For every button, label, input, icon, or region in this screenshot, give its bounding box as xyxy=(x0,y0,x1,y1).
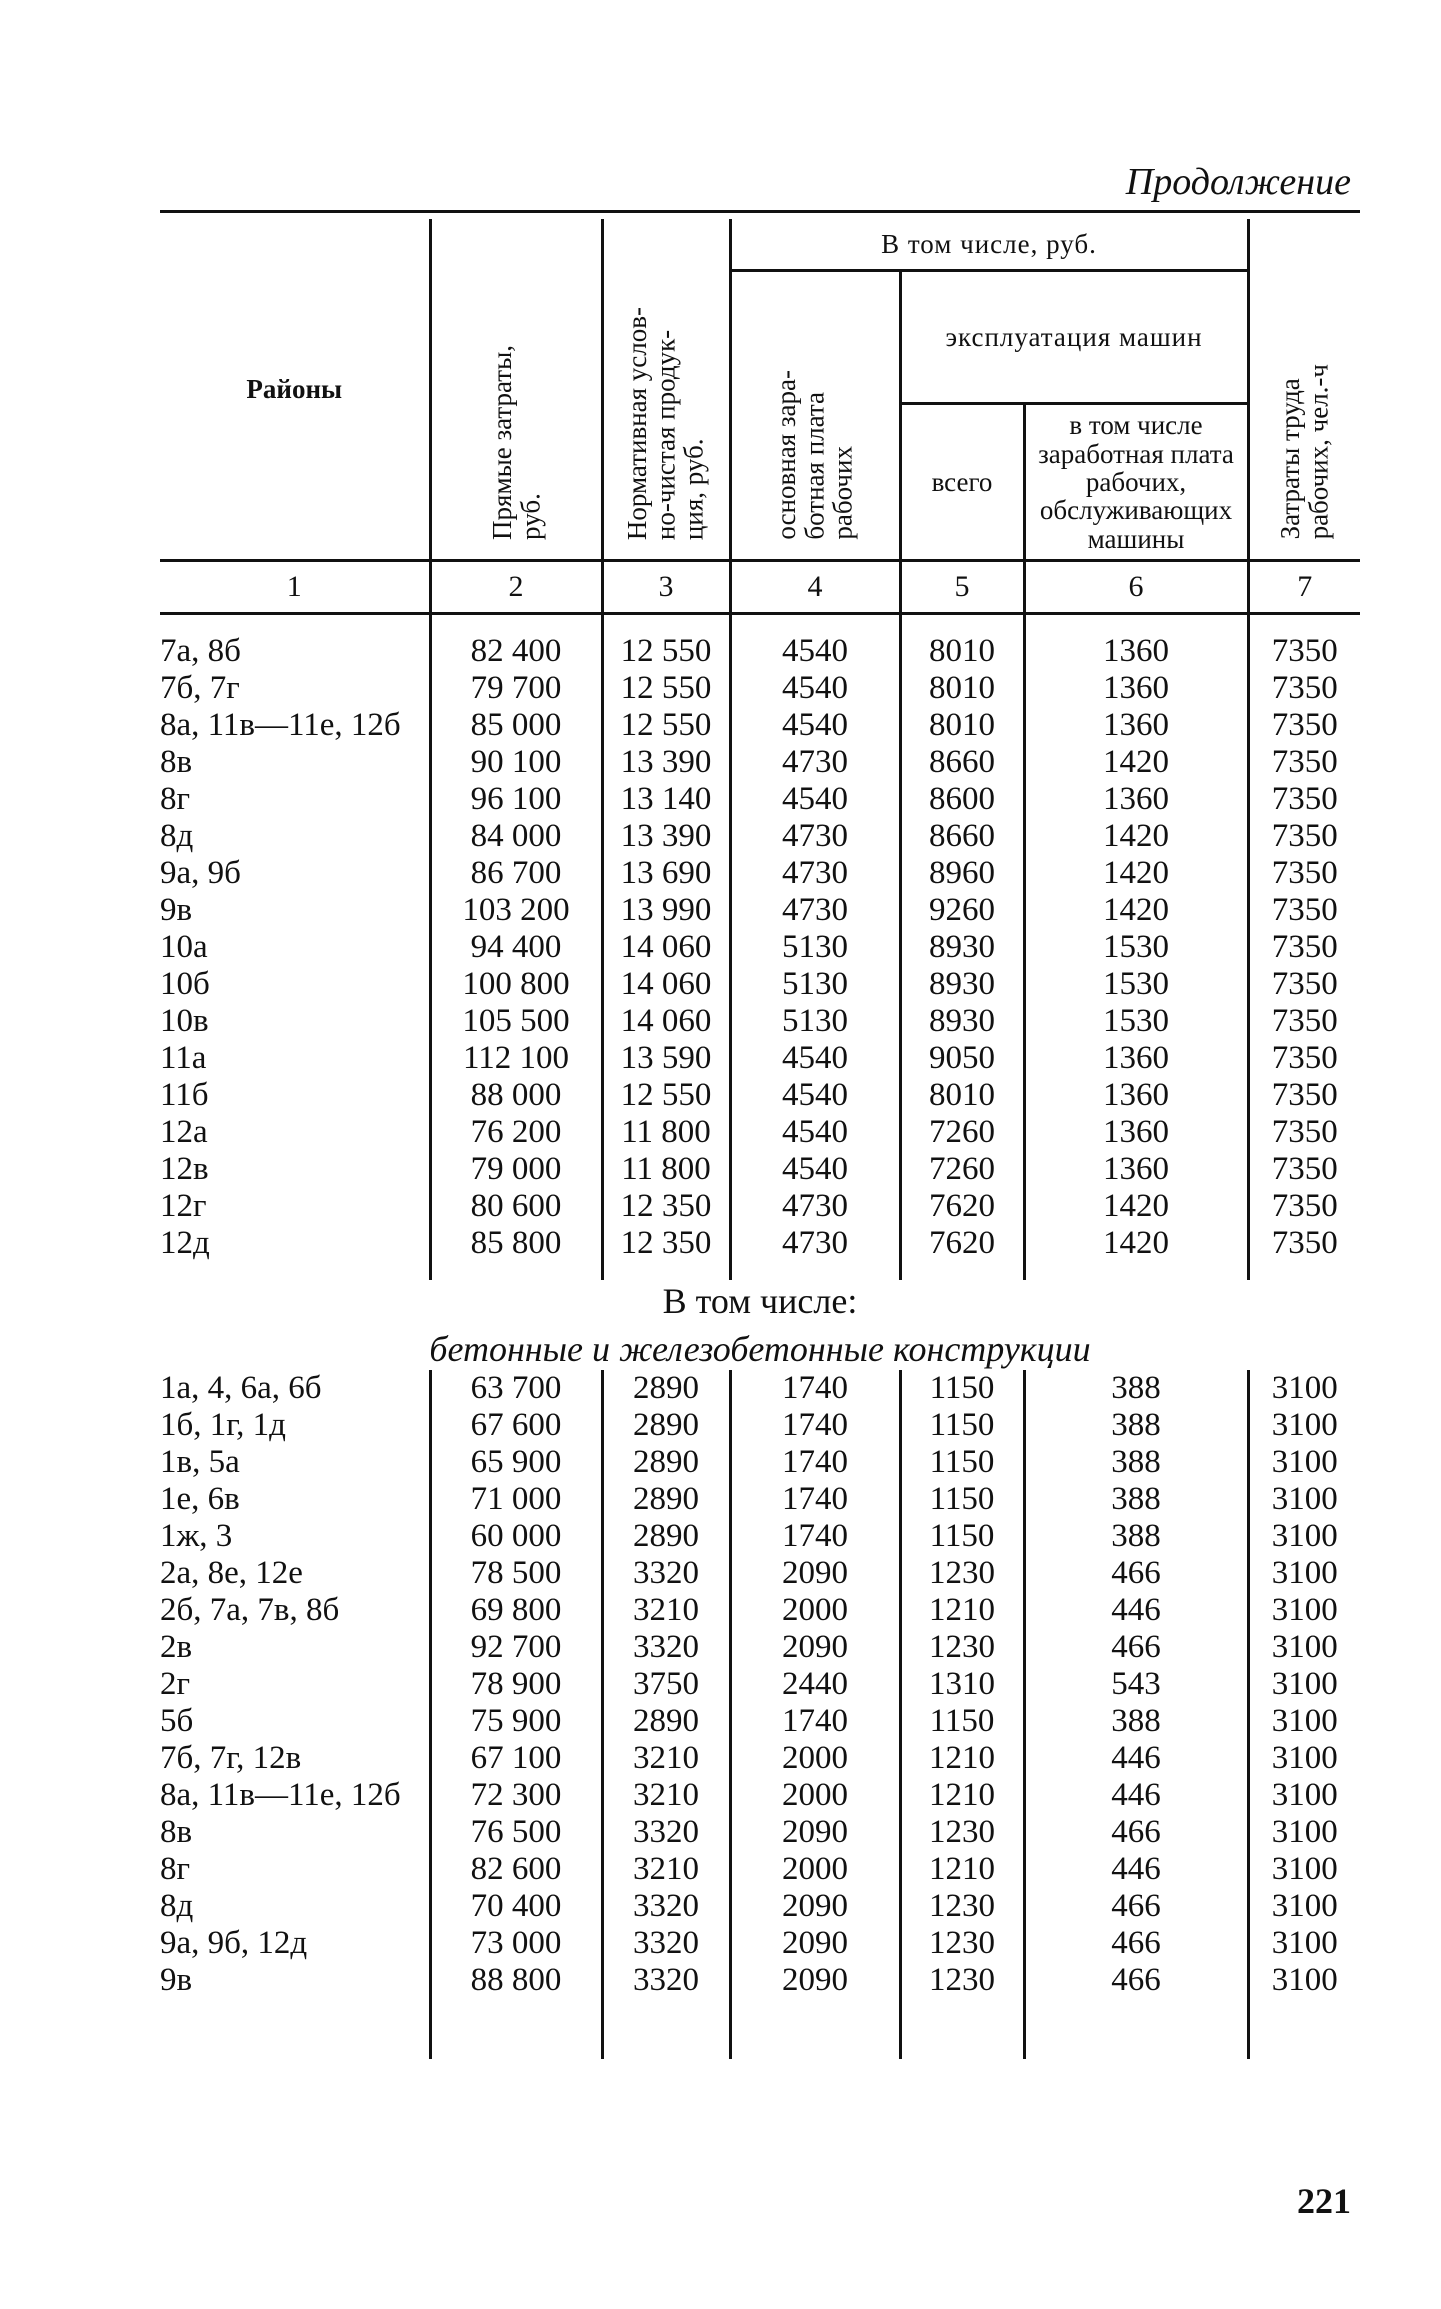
cell-direct-costs: 100 800 xyxy=(430,966,602,1003)
cell-direct-costs: 78 500 xyxy=(430,1555,602,1592)
cell-normative-product: 13 590 xyxy=(602,1040,730,1077)
cell-normative-product: 14 060 xyxy=(602,929,730,966)
cell-machine-wage: 1360 xyxy=(1024,670,1248,707)
cell-direct-costs: 82 400 xyxy=(430,633,602,670)
cell-labor-costs: 7350 xyxy=(1248,1188,1360,1225)
cell-normative-product: 13 990 xyxy=(602,892,730,929)
cell-direct-costs: 76 500 xyxy=(430,1814,602,1851)
table-row xyxy=(160,633,1360,670)
table-row xyxy=(160,966,1360,1003)
cell-normative-product: 13 140 xyxy=(602,781,730,818)
header-machine-operation: эксплуатация машин xyxy=(900,271,1248,404)
cell-machine-wage: 466 xyxy=(1024,1814,1248,1851)
cell-labor-costs: 3100 xyxy=(1248,1592,1360,1629)
cell-region: 9в xyxy=(160,1962,193,1998)
table-row xyxy=(160,1592,1360,1629)
table-row xyxy=(160,1703,1360,1740)
cell-machine-total: 8930 xyxy=(900,1003,1024,1040)
col-number-1: 1 xyxy=(160,561,430,614)
header-direct-costs: Прямые затраты, руб. xyxy=(430,219,602,561)
cell-base-wage: 4730 xyxy=(730,818,900,855)
cell-region: 8а, 11в—11е, 12б xyxy=(160,1777,401,1813)
cell-machine-wage: 466 xyxy=(1024,1629,1248,1666)
cell-normative-product: 12 350 xyxy=(602,1225,730,1262)
cell-labor-costs: 7350 xyxy=(1248,744,1360,781)
cell-machine-total: 1230 xyxy=(900,1925,1024,1962)
page-number: 221 xyxy=(1297,2181,1351,2221)
cell-region: 8г xyxy=(160,1851,191,1887)
cell-direct-costs: 60 000 xyxy=(430,1518,602,1555)
cell-machine-total: 1150 xyxy=(900,1370,1024,1407)
cell-region: 9а, 9б, 12д xyxy=(160,1925,308,1961)
cell-normative-product: 2890 xyxy=(602,1518,730,1555)
cell-region: 12г xyxy=(160,1188,207,1224)
cell-region: 8в xyxy=(160,744,193,780)
col-number-4: 4 xyxy=(730,561,900,614)
table-row xyxy=(160,1518,1360,1555)
table-row xyxy=(160,1666,1360,1703)
cell-machine-wage: 466 xyxy=(1024,1888,1248,1925)
cell-machine-total: 1310 xyxy=(900,1666,1024,1703)
cell-region: 10в xyxy=(160,1003,209,1039)
cell-machine-total: 1230 xyxy=(900,1555,1024,1592)
cell-machine-total: 8930 xyxy=(900,929,1024,966)
cell-machine-wage: 388 xyxy=(1024,1481,1248,1518)
cell-labor-costs: 3100 xyxy=(1248,1703,1360,1740)
cell-direct-costs: 94 400 xyxy=(430,929,602,966)
cell-normative-product: 2890 xyxy=(602,1703,730,1740)
cell-labor-costs: 7350 xyxy=(1248,781,1360,818)
cell-base-wage: 4730 xyxy=(730,892,900,929)
cell-machine-total: 9050 xyxy=(900,1040,1024,1077)
cell-direct-costs: 82 600 xyxy=(430,1851,602,1888)
cell-labor-costs: 3100 xyxy=(1248,1518,1360,1555)
cell-machine-wage: 446 xyxy=(1024,1592,1248,1629)
table-row xyxy=(160,1407,1360,1444)
table-row xyxy=(160,1114,1360,1151)
cell-normative-product: 2890 xyxy=(602,1444,730,1481)
cell-region: 1а, 4, 6а, 6б xyxy=(160,1370,322,1406)
cell-base-wage: 4540 xyxy=(730,1114,900,1151)
cell-machine-wage: 1360 xyxy=(1024,1040,1248,1077)
header-total: всего xyxy=(900,404,1024,561)
cell-direct-costs: 73 000 xyxy=(430,1925,602,1962)
table-row xyxy=(160,670,1360,707)
table-row xyxy=(160,1814,1360,1851)
cell-labor-costs: 7350 xyxy=(1248,633,1360,670)
table-row xyxy=(160,1555,1360,1592)
cell-labor-costs: 3100 xyxy=(1248,1444,1360,1481)
cell-direct-costs: 85 000 xyxy=(430,707,602,744)
cell-base-wage: 2000 xyxy=(730,1592,900,1629)
cell-labor-costs: 7350 xyxy=(1248,1040,1360,1077)
table-row xyxy=(160,818,1360,855)
cell-machine-wage: 1360 xyxy=(1024,633,1248,670)
header-base-wage: основная зара- ботная плата рабочих xyxy=(730,271,900,561)
cell-machine-wage: 466 xyxy=(1024,1925,1248,1962)
cell-normative-product: 12 350 xyxy=(602,1188,730,1225)
cell-region: 2б, 7а, 7в, 8б xyxy=(160,1592,340,1628)
cell-machine-total: 1150 xyxy=(900,1703,1024,1740)
cell-normative-product: 2890 xyxy=(602,1481,730,1518)
cell-normative-product: 3320 xyxy=(602,1629,730,1666)
cell-normative-product: 3210 xyxy=(602,1777,730,1814)
cell-normative-product: 3320 xyxy=(602,1814,730,1851)
cell-machine-total: 8010 xyxy=(900,670,1024,707)
cell-direct-costs: 90 100 xyxy=(430,744,602,781)
header-labor-costs: Затраты труда рабочих, чел.-ч xyxy=(1248,219,1360,561)
cell-labor-costs: 7350 xyxy=(1248,1114,1360,1151)
cell-machine-wage: 446 xyxy=(1024,1851,1248,1888)
cell-base-wage: 5130 xyxy=(730,929,900,966)
cell-machine-total: 1230 xyxy=(900,1629,1024,1666)
cell-machine-total: 8960 xyxy=(900,855,1024,892)
cell-normative-product: 11 800 xyxy=(602,1114,730,1151)
table-row xyxy=(160,892,1360,929)
cell-machine-wage: 1420 xyxy=(1024,818,1248,855)
cell-region: 2а, 8е, 12е xyxy=(160,1555,303,1591)
cell-machine-total: 8660 xyxy=(900,744,1024,781)
table-row xyxy=(160,1740,1360,1777)
cell-base-wage: 1740 xyxy=(730,1370,900,1407)
cell-normative-product: 14 060 xyxy=(602,966,730,1003)
cell-region: 8в xyxy=(160,1814,193,1850)
cell-machine-total: 1230 xyxy=(900,1814,1024,1851)
cell-base-wage: 1740 xyxy=(730,1481,900,1518)
cell-direct-costs: 112 100 xyxy=(430,1040,602,1077)
table-row xyxy=(160,1851,1360,1888)
cell-region: 12в xyxy=(160,1151,209,1187)
cell-machine-total: 8930 xyxy=(900,966,1024,1003)
cell-region: 2г xyxy=(160,1666,191,1702)
cell-machine-total: 1150 xyxy=(900,1518,1024,1555)
cell-machine-total: 8660 xyxy=(900,818,1024,855)
cell-labor-costs: 7350 xyxy=(1248,670,1360,707)
cell-direct-costs: 69 800 xyxy=(430,1592,602,1629)
cell-normative-product: 12 550 xyxy=(602,633,730,670)
cell-machine-total: 7620 xyxy=(900,1225,1024,1262)
table-row xyxy=(160,929,1360,966)
cell-base-wage: 4730 xyxy=(730,744,900,781)
table-row xyxy=(160,1629,1360,1666)
cell-normative-product: 12 550 xyxy=(602,670,730,707)
cell-labor-costs: 3100 xyxy=(1248,1814,1360,1851)
cell-machine-wage: 1420 xyxy=(1024,1188,1248,1225)
cell-machine-wage: 388 xyxy=(1024,1370,1248,1407)
col-number-3: 3 xyxy=(602,561,730,614)
header-row-1 xyxy=(160,219,1360,271)
cell-normative-product: 13 390 xyxy=(602,818,730,855)
col-number-6: 6 xyxy=(1024,561,1248,614)
cell-labor-costs: 7350 xyxy=(1248,929,1360,966)
cell-base-wage: 2000 xyxy=(730,1851,900,1888)
cell-region: 1е, 6в xyxy=(160,1481,240,1517)
cell-labor-costs: 7350 xyxy=(1248,1151,1360,1188)
cell-labor-costs: 3100 xyxy=(1248,1629,1360,1666)
cell-region: 7б, 7г xyxy=(160,670,240,706)
cell-direct-costs: 92 700 xyxy=(430,1629,602,1666)
cell-machine-wage: 388 xyxy=(1024,1518,1248,1555)
cell-machine-total: 1210 xyxy=(900,1592,1024,1629)
table-row xyxy=(160,1481,1360,1518)
cell-base-wage: 4540 xyxy=(730,781,900,818)
cell-normative-product: 13 390 xyxy=(602,744,730,781)
cell-labor-costs: 3100 xyxy=(1248,1666,1360,1703)
cell-normative-product: 13 690 xyxy=(602,855,730,892)
cell-direct-costs: 71 000 xyxy=(430,1481,602,1518)
cell-machine-wage: 1420 xyxy=(1024,744,1248,781)
cell-machine-total: 1210 xyxy=(900,1777,1024,1814)
cell-machine-total: 8010 xyxy=(900,707,1024,744)
table-row xyxy=(160,1444,1360,1481)
header-normative-product: Нормативная услов- но-чистая продук- ция, руб. xyxy=(602,219,730,561)
cell-region: 8д xyxy=(160,818,194,854)
cell-labor-costs: 3100 xyxy=(1248,1962,1360,1999)
cell-direct-costs: 70 400 xyxy=(430,1888,602,1925)
table-body-concrete xyxy=(160,1370,1360,1999)
table-row xyxy=(160,1370,1360,1407)
cell-labor-costs: 3100 xyxy=(1248,1851,1360,1888)
cell-direct-costs: 88 800 xyxy=(430,1962,602,1999)
cell-labor-costs: 7350 xyxy=(1248,1077,1360,1114)
cell-machine-total: 9260 xyxy=(900,892,1024,929)
table-row xyxy=(160,1040,1360,1077)
cell-machine-wage: 1360 xyxy=(1024,781,1248,818)
section-subtitle: бетонные и железобетонные конструкции xyxy=(429,1329,1091,1369)
cell-region: 8а, 11в—11е, 12б xyxy=(160,707,401,743)
cell-labor-costs: 7350 xyxy=(1248,892,1360,929)
cell-machine-wage: 1530 xyxy=(1024,929,1248,966)
cell-labor-costs: 3100 xyxy=(1248,1888,1360,1925)
cell-machine-wage: 1530 xyxy=(1024,1003,1248,1040)
cell-machine-total: 1150 xyxy=(900,1444,1024,1481)
cell-machine-wage: 1530 xyxy=(1024,966,1248,1003)
cost-table xyxy=(160,210,1360,2059)
cell-direct-costs: 67 600 xyxy=(430,1407,602,1444)
cell-machine-total: 1150 xyxy=(900,1481,1024,1518)
table-row xyxy=(160,707,1360,744)
table-row xyxy=(160,744,1360,781)
cell-direct-costs: 85 800 xyxy=(430,1225,602,1262)
cell-labor-costs: 3100 xyxy=(1248,1925,1360,1962)
cell-normative-product: 2890 xyxy=(602,1407,730,1444)
table-row xyxy=(160,1777,1360,1814)
table-row xyxy=(160,1962,1360,1999)
cell-base-wage: 4730 xyxy=(730,1188,900,1225)
table-body-main xyxy=(160,633,1360,1262)
cell-labor-costs: 3100 xyxy=(1248,1370,1360,1407)
cell-region: 9в xyxy=(160,892,193,928)
cell-base-wage: 2090 xyxy=(730,1888,900,1925)
cell-region: 7а, 8б xyxy=(160,633,241,669)
cell-region: 5б xyxy=(160,1703,194,1739)
cell-region: 9а, 9б xyxy=(160,855,241,891)
header-regions: Районы xyxy=(246,373,343,404)
cell-region: 1в, 5а xyxy=(160,1444,240,1480)
cell-machine-wage: 388 xyxy=(1024,1444,1248,1481)
cell-machine-total: 1230 xyxy=(900,1962,1024,1999)
cell-labor-costs: 7350 xyxy=(1248,855,1360,892)
cell-direct-costs: 105 500 xyxy=(430,1003,602,1040)
cell-direct-costs: 72 300 xyxy=(430,1777,602,1814)
table-row xyxy=(160,781,1360,818)
cell-machine-total: 7620 xyxy=(900,1188,1024,1225)
cell-direct-costs: 79 000 xyxy=(430,1151,602,1188)
cell-direct-costs: 88 000 xyxy=(430,1077,602,1114)
cell-machine-wage: 466 xyxy=(1024,1962,1248,1999)
cell-normative-product: 3210 xyxy=(602,1740,730,1777)
cell-normative-product: 14 060 xyxy=(602,1003,730,1040)
col-number-5: 5 xyxy=(900,561,1024,614)
cell-region: 2в xyxy=(160,1629,193,1665)
cell-region: 1ж, 3 xyxy=(160,1518,233,1554)
cell-region: 10а xyxy=(160,929,208,965)
cell-labor-costs: 3100 xyxy=(1248,1407,1360,1444)
cell-region: 8д xyxy=(160,1888,194,1924)
table-row xyxy=(160,1003,1360,1040)
cell-base-wage: 4730 xyxy=(730,855,900,892)
cell-labor-costs: 7350 xyxy=(1248,1003,1360,1040)
section-title: В том числе: xyxy=(662,1281,858,1321)
cell-machine-wage: 1360 xyxy=(1024,1151,1248,1188)
cell-direct-costs: 78 900 xyxy=(430,1666,602,1703)
cell-base-wage: 4540 xyxy=(730,707,900,744)
section-heading xyxy=(160,1280,1360,1370)
cell-labor-costs: 7350 xyxy=(1248,966,1360,1003)
cell-base-wage: 4730 xyxy=(730,1225,900,1262)
cell-base-wage: 2090 xyxy=(730,1629,900,1666)
cell-machine-wage: 1360 xyxy=(1024,707,1248,744)
cell-labor-costs: 3100 xyxy=(1248,1777,1360,1814)
col-number-2: 2 xyxy=(430,561,602,614)
cell-base-wage: 2090 xyxy=(730,1925,900,1962)
continuation-label: Продолжение xyxy=(1125,161,1351,203)
cell-base-wage: 1740 xyxy=(730,1444,900,1481)
header-including: В том числе, руб. xyxy=(730,219,1248,271)
cell-machine-wage: 466 xyxy=(1024,1555,1248,1592)
cell-base-wage: 2000 xyxy=(730,1777,900,1814)
cell-machine-total: 8600 xyxy=(900,781,1024,818)
cell-machine-wage: 446 xyxy=(1024,1740,1248,1777)
cell-region: 12а xyxy=(160,1114,208,1150)
cell-region: 8г xyxy=(160,781,191,817)
cell-machine-total: 7260 xyxy=(900,1151,1024,1188)
cell-region: 12д xyxy=(160,1225,210,1261)
cell-normative-product: 3750 xyxy=(602,1666,730,1703)
column-numbers xyxy=(160,561,1360,614)
cell-labor-costs: 3100 xyxy=(1248,1740,1360,1777)
cell-machine-total: 7260 xyxy=(900,1114,1024,1151)
cell-machine-wage: 1420 xyxy=(1024,1225,1248,1262)
table-row xyxy=(160,1188,1360,1225)
cell-direct-costs: 79 700 xyxy=(430,670,602,707)
cell-machine-wage: 1420 xyxy=(1024,892,1248,929)
table-row xyxy=(160,1077,1360,1114)
cell-base-wage: 5130 xyxy=(730,966,900,1003)
cell-labor-costs: 7350 xyxy=(1248,818,1360,855)
cell-base-wage: 2090 xyxy=(730,1962,900,1999)
cell-base-wage: 1740 xyxy=(730,1518,900,1555)
col-number-7: 7 xyxy=(1248,561,1360,614)
cell-machine-wage: 388 xyxy=(1024,1407,1248,1444)
table-row xyxy=(160,1925,1360,1962)
cell-base-wage: 4540 xyxy=(730,1151,900,1188)
cell-labor-costs: 7350 xyxy=(1248,707,1360,744)
cell-direct-costs: 86 700 xyxy=(430,855,602,892)
cell-normative-product: 2890 xyxy=(602,1370,730,1407)
cell-base-wage: 4540 xyxy=(730,1040,900,1077)
cell-normative-product: 3320 xyxy=(602,1555,730,1592)
cell-machine-total: 1150 xyxy=(900,1407,1024,1444)
cell-direct-costs: 103 200 xyxy=(430,892,602,929)
cell-direct-costs: 67 100 xyxy=(430,1740,602,1777)
cell-machine-wage: 1360 xyxy=(1024,1114,1248,1151)
cell-region: 11а xyxy=(160,1040,207,1076)
cell-base-wage: 1740 xyxy=(730,1407,900,1444)
cell-direct-costs: 75 900 xyxy=(430,1703,602,1740)
cell-machine-wage: 543 xyxy=(1024,1666,1248,1703)
cell-normative-product: 12 550 xyxy=(602,707,730,744)
cell-machine-total: 1230 xyxy=(900,1888,1024,1925)
cell-direct-costs: 63 700 xyxy=(430,1370,602,1407)
cell-machine-wage: 388 xyxy=(1024,1703,1248,1740)
cell-machine-total: 8010 xyxy=(900,633,1024,670)
header-machine-wage: в том числе заработная плата рабочих, обслуживающих машины xyxy=(1024,404,1248,561)
cell-base-wage: 4540 xyxy=(730,1077,900,1114)
top-rule xyxy=(160,212,1360,220)
cell-direct-costs: 84 000 xyxy=(430,818,602,855)
cell-region: 1б, 1г, 1д xyxy=(160,1407,286,1443)
table-row xyxy=(160,1151,1360,1188)
cell-base-wage: 2440 xyxy=(730,1666,900,1703)
cell-region: 7б, 7г, 12в xyxy=(160,1740,302,1776)
cell-machine-total: 8010 xyxy=(900,1077,1024,1114)
cell-normative-product: 3320 xyxy=(602,1888,730,1925)
cell-base-wage: 2090 xyxy=(730,1555,900,1592)
cell-machine-wage: 1420 xyxy=(1024,855,1248,892)
cell-labor-costs: 3100 xyxy=(1248,1555,1360,1592)
cell-normative-product: 3320 xyxy=(602,1925,730,1962)
cell-direct-costs: 96 100 xyxy=(430,781,602,818)
cell-direct-costs: 80 600 xyxy=(430,1188,602,1225)
table-row xyxy=(160,1225,1360,1262)
cell-base-wage: 4540 xyxy=(730,633,900,670)
cell-normative-product: 3210 xyxy=(602,1851,730,1888)
cell-base-wage: 4540 xyxy=(730,670,900,707)
cell-normative-product: 12 550 xyxy=(602,1077,730,1114)
cell-normative-product: 3320 xyxy=(602,1962,730,1999)
cell-machine-wage: 1360 xyxy=(1024,1077,1248,1114)
table-row xyxy=(160,855,1360,892)
cell-normative-product: 11 800 xyxy=(602,1151,730,1188)
cell-base-wage: 2090 xyxy=(730,1814,900,1851)
table-row xyxy=(160,1888,1360,1925)
cell-labor-costs: 7350 xyxy=(1248,1225,1360,1262)
cell-direct-costs: 76 200 xyxy=(430,1114,602,1151)
cell-labor-costs: 3100 xyxy=(1248,1481,1360,1518)
cell-region: 11б xyxy=(160,1077,209,1113)
cell-base-wage: 5130 xyxy=(730,1003,900,1040)
cell-machine-wage: 446 xyxy=(1024,1777,1248,1814)
cell-machine-total: 1210 xyxy=(900,1851,1024,1888)
cell-base-wage: 2000 xyxy=(730,1740,900,1777)
cell-normative-product: 3210 xyxy=(602,1592,730,1629)
cell-direct-costs: 65 900 xyxy=(430,1444,602,1481)
cell-base-wage: 1740 xyxy=(730,1703,900,1740)
cell-region: 10б xyxy=(160,966,210,1002)
cell-machine-total: 1210 xyxy=(900,1740,1024,1777)
